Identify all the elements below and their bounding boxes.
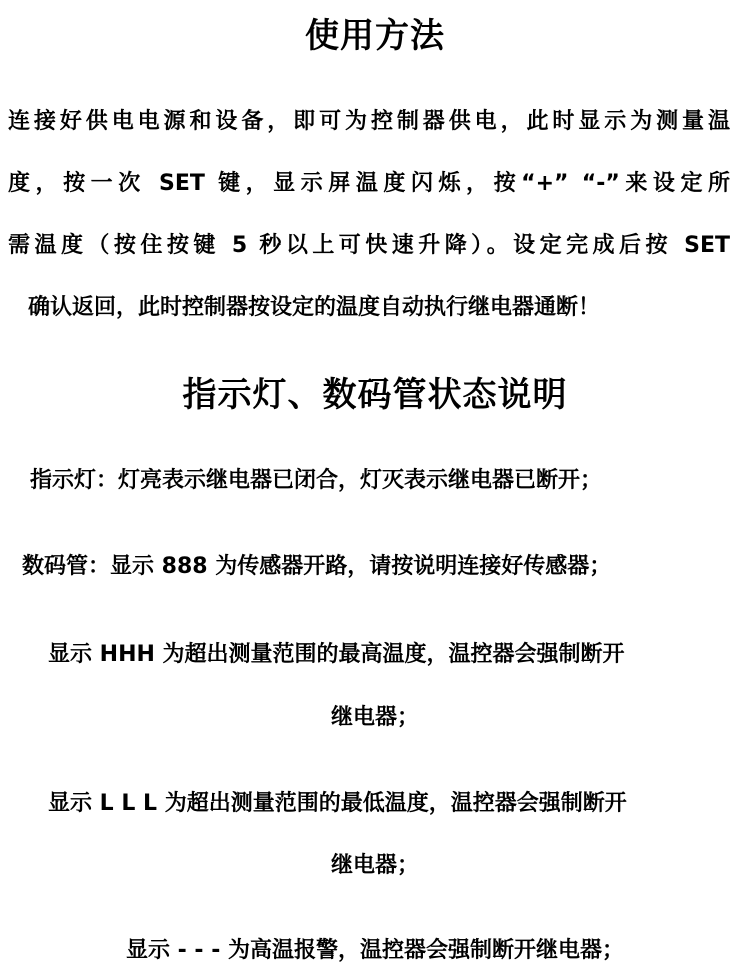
display-alarm: 显示 - - - 为高温报警，温控器会强制断开继电器； (125, 938, 625, 963)
usage-line-4: 确认返回，此时控制器按设定的温度自动执行继电器通断！ (28, 295, 601, 320)
display-lll-line-1: 显示 L L L 为超出测量范围的最低温度，温控器会强制断开 (48, 791, 627, 816)
usage-line-1: 连接好供电电源和设备，即可为控制器供电，此时显示为测量温 (8, 109, 730, 134)
status-title: 指示灯、数码管状态说明 (182, 375, 568, 415)
display-lll-line-2: 继电器； (330, 853, 419, 878)
display-hhh-line-1: 显示 HHH 为超出测量范围的最高温度，温控器会强制断开 (48, 642, 625, 667)
indicator-description: 指示灯：灯亮表示继电器已闭合，灯灭表示继电器已断开； (30, 468, 603, 493)
usage-title: 使用方法 (305, 16, 445, 56)
display-open-circuit: 数码管：显示 888 为传感器开路，请按说明连接好传感器； (22, 554, 612, 579)
display-hhh-line-2: 继电器； (330, 705, 419, 730)
usage-line-2: 度，按一次 SET 键，显示屏温度闪烁，按“+” “-”来设定所 (8, 171, 730, 196)
usage-line-3: 需温度（按住按键 5 秒以上可快速升降）。设定完成后按 SET (8, 233, 730, 258)
